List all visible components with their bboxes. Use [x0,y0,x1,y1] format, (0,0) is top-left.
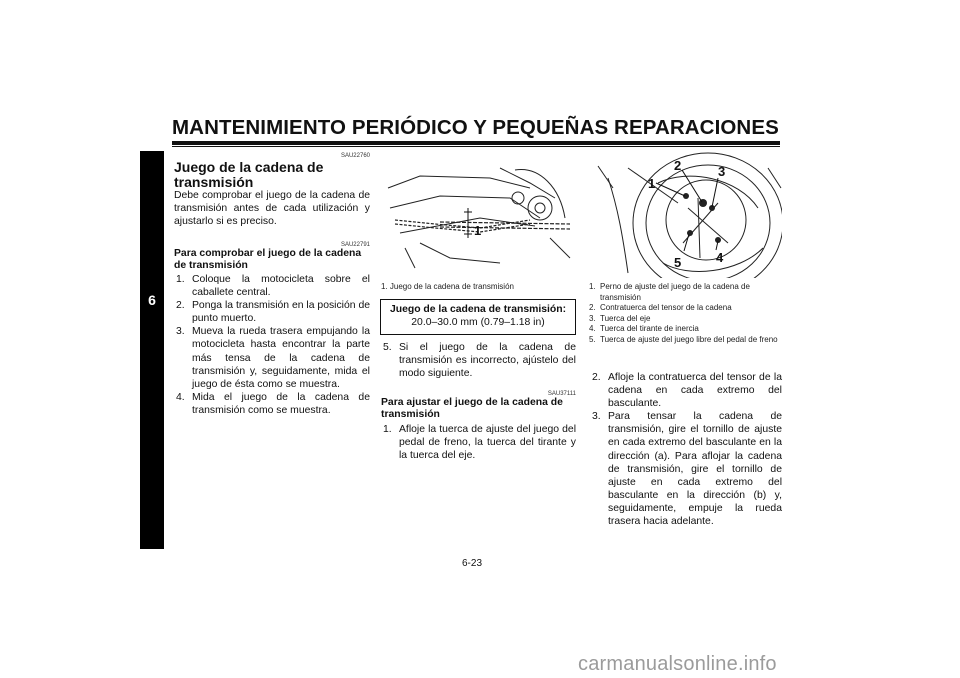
adjust-steps [381,423,576,462]
section-code: SAU22760 [340,153,370,159]
list-item: 3. Mueva la rueda trasera empujando la motocicleta hasta encontrar la parte más tensa de la cadena de transmisión y, seguidamente, mida el juego de ésta como se muestra. [176,326,370,390]
legend-item: 5. Tuerca de ajuste del juego libre del pedal de freno [589,334,778,344]
figure-caption: 1. Juego de la cadena de transmisión [381,282,514,291]
figure-legend [589,282,781,345]
chapter-tab [140,151,164,549]
spec-value: 20.0–30.0 mm (0.79–1.18 in) [411,317,545,328]
check-code: SAU22791 [340,242,370,248]
axle-adjuster-illustration [588,148,782,278]
chapter-number: 6 [148,292,156,308]
page-title: MANTENIMIENTO PERIÓDICO Y PEQUEÑAS REPARACIONES [172,116,779,139]
watermark: carmanualsonline.info [578,653,777,675]
callout-3: 3 [718,164,726,179]
intro-paragraph: Debe comprobar el juego de la cadena de transmisión antes de cada utilización y ajustarlo si es preciso. [174,190,370,228]
list-item: 1. Afloje la tuerca de ajuste del juego del pedal de freno, la tuerca del tirante y la tuerca del eje. [383,424,576,462]
legend-item: 1. Perno de ajuste del juego de la cadena de transmisión [589,282,750,302]
page-number: 6-23 [462,558,483,569]
step-5 [381,341,576,380]
adjust-steps-continued [590,371,782,528]
legend-item: 2. Contratuerca del tensor de la cadena [589,303,732,312]
list-item: 1. Coloque la motocicleta sobre el caballete central. [176,274,370,299]
chain-slack-illustration [380,148,576,278]
list-item: 4. Mida el juego de la cadena de transmisión como se muestra. [176,391,370,416]
adjust-code: SAU37111 [547,391,576,397]
check-heading: Para comprobar el juego de la cadena de transmisión [174,248,362,271]
header-rule [172,141,780,145]
legend-item: 3. Tuerca del eje [589,313,651,323]
legend-item: 4. Tuerca del tirante de inercia [589,324,699,333]
list-item: 3. Para tensar la cadena de transmisión, gire el tornillo de ajuste en cada extremo del basculante en la dirección (a). Para aflojar la cadena de transmisión, gire el tornillo de ajuste en cada extremo del basculante en la dirección (b) y, seguidamente, empuje la rueda trasera hacia adelante. [592,411,782,528]
check-steps [174,273,370,417]
section-title-line1: Juego de la cadena de [174,159,324,175]
list-item: 2. Ponga la transmisión en la posición de punto muerto. [176,300,370,325]
list-item: 2. Afloje la contratuerca del tensor de la cadena en cada extremo del basculante. [592,372,782,410]
callout-1: 1 [474,223,482,238]
list-item: 5. Si el juego de la cadena de transmisión es incorrecto, ajústelo del modo siguiente. [383,342,576,380]
section-title-line2: transmisión [174,174,254,190]
callout-1: 1 [648,176,656,191]
spec-box [380,299,576,335]
spec-title: Juego de la cadena de transmisión: [389,304,567,315]
callout-2: 2 [674,158,682,173]
callout-5: 5 [674,255,682,270]
callout-4: 4 [716,250,724,265]
adjust-heading: Para ajustar el juego de la cadena de transmisión [381,397,563,420]
header-rule-thin [172,146,780,147]
